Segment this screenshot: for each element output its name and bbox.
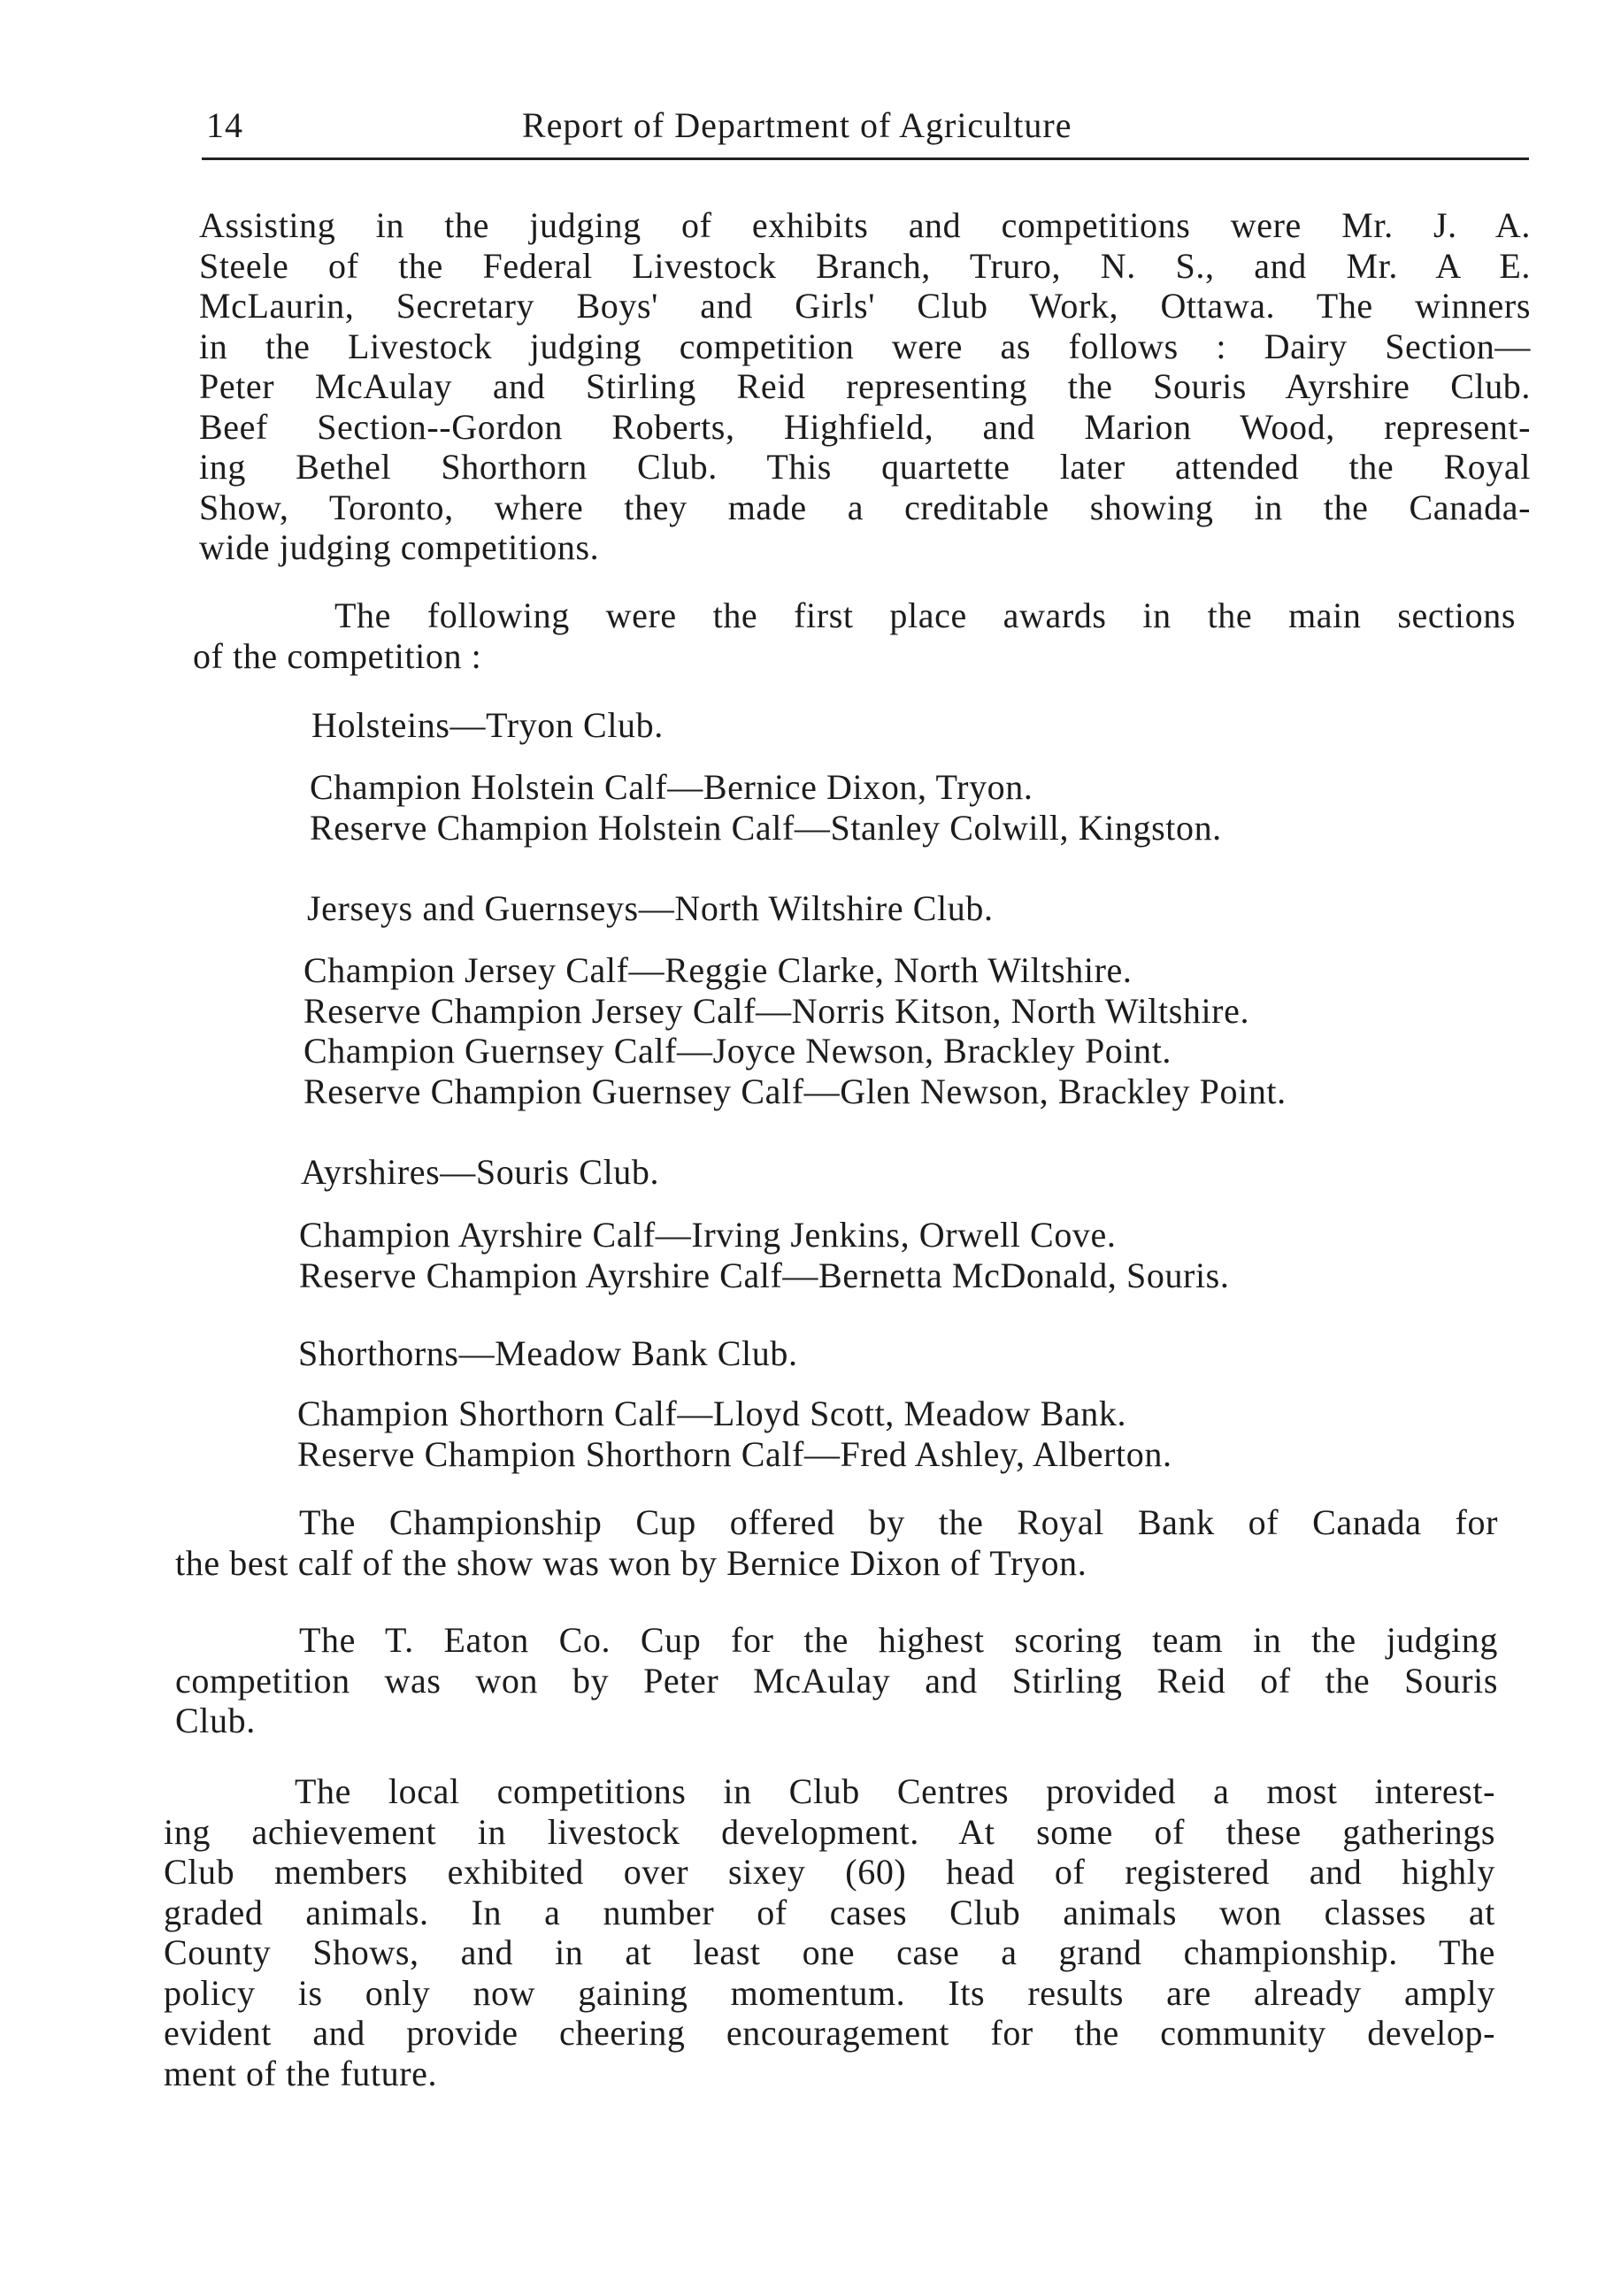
award-line: Champion Ayrshire Calf—Irving Jenkins, Orwell Cove. xyxy=(299,1215,1117,1255)
page-number: 14 xyxy=(206,105,243,145)
award-line: Reserve Champion Ayrshire Calf—Bernetta McDonald, Souris. xyxy=(299,1255,1230,1295)
text-line: Show, Toronto, where they made a creditable showing in the Canada- xyxy=(199,487,1531,527)
text-line: Beef Section--Gordon Roberts, Highfield, and Marion Wood, represent- xyxy=(199,406,1531,447)
award-group-holsteins xyxy=(311,705,664,746)
text-line: Peter McAulay and Stirling Reid representing the Souris Ayrshire Club. xyxy=(199,366,1531,406)
award-club: Holsteins—Tryon Club. xyxy=(311,705,664,745)
award-line: Reserve Champion Holstein Calf—Stanley Colwill, Kingston. xyxy=(310,807,1222,848)
paragraph-judges xyxy=(199,205,1531,568)
text-line: the best calf of the show was won by Bernice Dixon of Tryon. xyxy=(175,1542,1087,1583)
text-line: of the competition : xyxy=(193,635,482,676)
text-line: graded animals. In a number of cases Club animals won classes at xyxy=(164,1892,1495,1932)
text-line: The local competitions in Club Centres provided a most interest- xyxy=(295,1771,1495,1811)
paragraph-championship-cup xyxy=(175,1502,1498,1583)
header-rule xyxy=(202,157,1529,160)
award-line: Champion Shorthorn Calf—Lloyd Scott, Meadow Bank. xyxy=(297,1394,1127,1433)
award-group-ayrshires xyxy=(301,1152,659,1193)
running-title: Report of Department of Agriculture xyxy=(522,105,1072,145)
text-line: policy is only now gaining momentum. Its results are already amply xyxy=(164,1972,1495,2013)
paragraph-local-competitions xyxy=(164,1771,1495,2093)
award-list-jerseys xyxy=(303,950,1287,1111)
text-line: in the Livestock judging competition were as follows : Dairy Section— xyxy=(199,326,1531,366)
text-line: The Championship Cup offered by the Royal Bank of Canada for xyxy=(299,1502,1498,1542)
text-line: Club. xyxy=(175,1701,256,1740)
text-line: competition was won by Peter McAulay and Stirling Reid of the Souris xyxy=(175,1660,1498,1701)
text-line: McLaurin, Secretary Boys' and Girls' Club Work, Ottawa. The winners xyxy=(199,286,1531,326)
text-line: Steele of the Federal Livestock Branch, Truro, N. S., and Mr. A E. xyxy=(199,245,1531,286)
text-line: ing achievement in livestock development. At some of these gatherings xyxy=(164,1811,1495,1852)
text-line: ing Bethel Shorthorn Club. This quartette later attended the Royal xyxy=(199,447,1531,487)
award-line: Champion Jersey Calf—Reggie Clarke, North Wiltshire. xyxy=(303,950,1133,990)
text-line: Club members exhibited over sixey (60) head of registered and highly xyxy=(164,1852,1495,1892)
paragraph-awards-intro xyxy=(193,595,1516,676)
text-line: Assisting in the judging of exhibits and competitions were Mr. J. A. xyxy=(199,205,1531,245)
award-line: Reserve Champion Guernsey Calf—Glen Newson, Brackley Point. xyxy=(303,1071,1287,1111)
text-line: evident and provide cheering encouragement for the community develop- xyxy=(164,2013,1495,2053)
award-group-jerseys xyxy=(307,888,994,929)
text-line: The T. Eaton Co. Cup for the highest scoring team in the judging xyxy=(299,1620,1498,1660)
award-list-shorthorns xyxy=(297,1394,1172,1474)
award-line: Champion Holstein Calf—Bernice Dixon, Tryon. xyxy=(310,767,1033,807)
paragraph-eaton-cup xyxy=(175,1620,1498,1741)
award-line: Reserve Champion Jersey Calf—Norris Kitson, North Wiltshire. xyxy=(303,990,1250,1031)
text-line: County Shows, and in at least one case a grand championship. The xyxy=(164,1932,1495,1972)
text-line: The following were the first place awards in the main sections xyxy=(334,595,1516,635)
text-line: ment of the future. xyxy=(164,2053,438,2093)
award-club: Ayrshires—Souris Club. xyxy=(301,1152,660,1192)
award-club: Jerseys and Guernseys—North Wiltshire Club. xyxy=(307,888,994,928)
award-line: Champion Guernsey Calf—Joyce Newson, Brackley Point. xyxy=(303,1031,1172,1071)
award-list-ayrshires xyxy=(299,1215,1229,1295)
award-group-shorthorns xyxy=(298,1333,798,1374)
award-club: Shorthorns—Meadow Bank Club. xyxy=(298,1333,798,1373)
award-list-holsteins xyxy=(310,767,1222,848)
award-line: Reserve Champion Shorthorn Calf—Fred Ashley, Alberton. xyxy=(297,1433,1172,1474)
text-line: wide judging competitions. xyxy=(199,527,600,567)
